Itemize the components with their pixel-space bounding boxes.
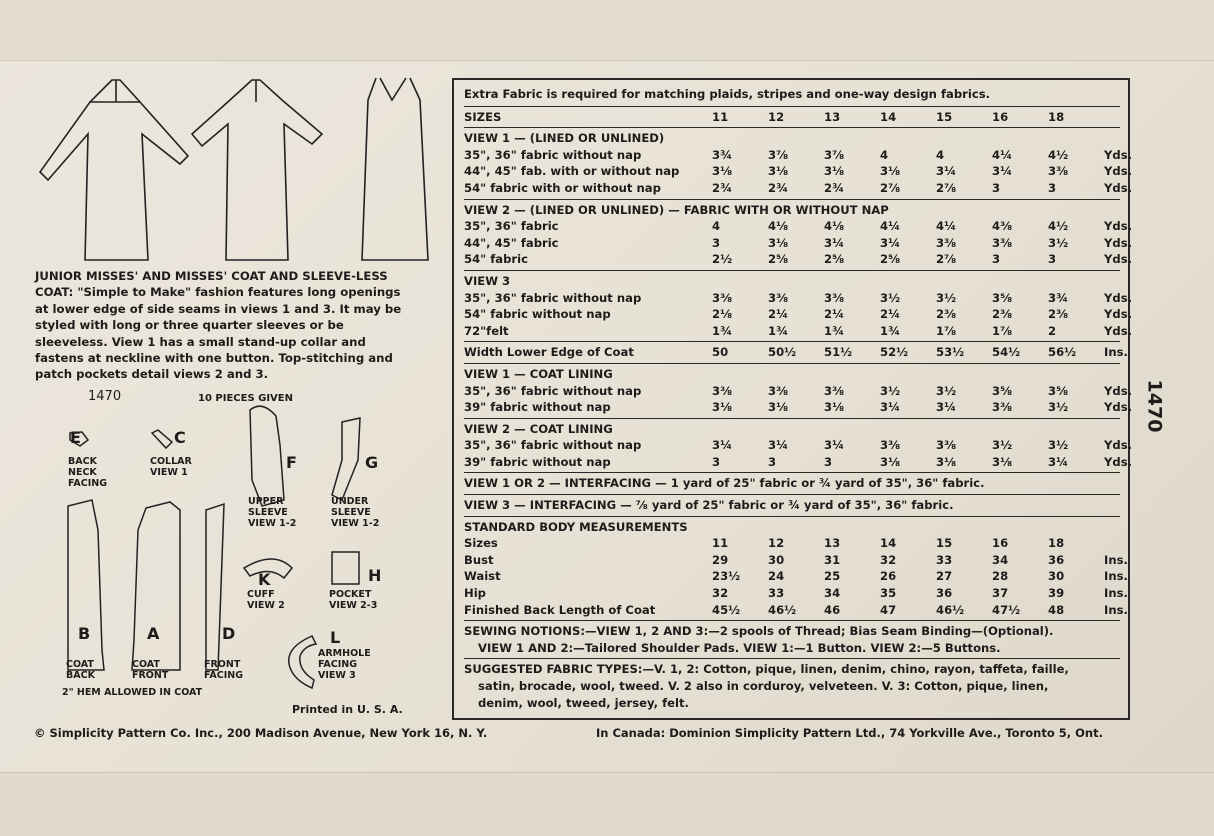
cell-value: 2⅝ bbox=[824, 252, 845, 267]
cell-value: 53½ bbox=[936, 345, 965, 360]
unit-label: Yds. bbox=[1104, 323, 1132, 338]
cell-value: 3 bbox=[1048, 180, 1057, 195]
piece-letter-a: A bbox=[147, 624, 160, 643]
piece-c-shape bbox=[152, 430, 172, 448]
piece-letter-l: L bbox=[330, 628, 341, 647]
table-section bbox=[464, 473, 1120, 495]
unit-label: Ins. bbox=[1104, 345, 1128, 360]
table-section bbox=[464, 517, 1128, 622]
coat-view-3-drawing bbox=[362, 78, 428, 260]
cell-value: 3½ bbox=[880, 290, 901, 305]
cell-value: 3⅛ bbox=[992, 454, 1013, 469]
table-section bbox=[464, 495, 1120, 517]
cell-value: 25 bbox=[824, 569, 841, 584]
table-row bbox=[464, 218, 1132, 235]
cell-value: 46½ bbox=[936, 602, 965, 617]
unit-label: Yds. bbox=[1104, 383, 1132, 398]
cell-value: 4½ bbox=[1048, 147, 1069, 162]
cell-value: 39 bbox=[1048, 586, 1065, 601]
cell-value: 12 bbox=[768, 536, 785, 551]
cell-value: 3⅜ bbox=[768, 290, 789, 305]
row-label: 35", 36" fabric without nap bbox=[464, 147, 642, 162]
pattern-number-side: 1470 bbox=[1143, 379, 1166, 433]
cell-value: 3⅜ bbox=[712, 290, 733, 305]
cell-value: 11 bbox=[712, 536, 729, 551]
cell-value: 1⅞ bbox=[936, 323, 957, 338]
piece-letter-c: C bbox=[174, 428, 186, 447]
table-row bbox=[464, 585, 1128, 602]
cell-value: 47 bbox=[880, 602, 897, 617]
table-row bbox=[464, 344, 1128, 361]
cell-value: 4⅛ bbox=[768, 219, 789, 234]
piece-label-a: COAT FRONT bbox=[132, 659, 169, 681]
cell-value: 15 bbox=[936, 536, 953, 551]
unit-label: Yds. bbox=[1104, 147, 1132, 162]
table-row bbox=[464, 109, 1120, 126]
unit-label: Yds. bbox=[1104, 438, 1132, 453]
cell-value: 30 bbox=[1048, 569, 1065, 584]
piece-letter-h: H bbox=[368, 566, 382, 585]
cell-value: 2⅛ bbox=[712, 307, 733, 322]
pieces-given: 10 PIECES GIVEN bbox=[198, 393, 293, 404]
cell-value: 2⅝ bbox=[768, 252, 789, 267]
cell-value: 23½ bbox=[712, 569, 741, 584]
cell-value: 3½ bbox=[1048, 400, 1069, 415]
cell-value: 3⅞ bbox=[824, 147, 845, 162]
section-heading: STANDARD BODY MEASUREMENTS bbox=[464, 519, 688, 534]
cell-value: 46½ bbox=[768, 602, 797, 617]
cell-value: 3¼ bbox=[824, 235, 845, 250]
cell-value: 2¼ bbox=[824, 307, 845, 322]
row-label: 35", 36" fabric without nap bbox=[464, 383, 642, 398]
cell-value: 3⅜ bbox=[880, 438, 901, 453]
cell-value: 2¼ bbox=[880, 307, 901, 322]
unit-label bbox=[1104, 109, 1120, 126]
table-section bbox=[464, 271, 1132, 342]
cell-value: 34 bbox=[992, 552, 1009, 567]
piece-label-f: UPPER SLEEVE VIEW 1-2 bbox=[248, 496, 297, 529]
cell-value: 3⅜ bbox=[824, 290, 845, 305]
table-section bbox=[464, 128, 1132, 199]
section-heading: VIEW 1 — (LINED OR UNLINED) bbox=[464, 131, 665, 146]
cell-value: 3⅛ bbox=[712, 400, 733, 415]
piece-letter-b: B bbox=[78, 624, 91, 643]
cell-value: 3¼ bbox=[992, 164, 1013, 179]
table-text-line: VIEW 1 AND 2:—Tailored Shoulder Pads. VIEW 1:—1 Button. VIEW 2:—5 Buttons. bbox=[478, 640, 1001, 655]
cell-value: 3⅜ bbox=[936, 438, 957, 453]
piece-l-shape bbox=[289, 636, 316, 688]
cell-value: 36 bbox=[1048, 552, 1065, 567]
cell-value: 27 bbox=[936, 569, 953, 584]
cell-value: 3⅞ bbox=[768, 147, 789, 162]
table-row bbox=[464, 251, 1132, 268]
cell-value: 3¾ bbox=[712, 147, 733, 162]
piece-label-g: UNDER SLEEVE VIEW 1-2 bbox=[331, 496, 380, 529]
cell-value: 4¼ bbox=[880, 219, 901, 234]
cell-value: 2 bbox=[1048, 323, 1057, 338]
pattern-number-small: 1470 bbox=[88, 389, 122, 404]
row-label: 72"felt bbox=[464, 323, 509, 338]
piece-letter-k: K bbox=[258, 570, 271, 589]
row-label: 39" fabric without nap bbox=[464, 400, 611, 415]
unit-label: Ins. bbox=[1104, 586, 1128, 601]
coat-view-2-drawing bbox=[192, 80, 322, 260]
table-text-line: satin, brocade, wool, tweed. V. 2 also in corduroy, velveteen. V. 3: Cotton, pique, linen, bbox=[478, 679, 1049, 693]
cell-value: 14 bbox=[880, 109, 897, 124]
unit-label: Yds. bbox=[1104, 454, 1132, 469]
cell-value: 52½ bbox=[880, 345, 909, 360]
cell-value: 46 bbox=[824, 602, 841, 617]
cell-value: 3¼ bbox=[936, 400, 957, 415]
cell-value: 28 bbox=[992, 569, 1009, 584]
pattern-description: JUNIOR MISSES' AND MISSES' COAT AND SLEEVE-LESS COAT: "Simple to Make" fashion features long openings at lower edge of side seams in views 1 and 3. It may be styled with long or three quarter sleeves or be sleeveless. View 1 has a small stand-up collar and fastens at neckline with one button. Top-stitching and patch pockets detail views 2 and 3. bbox=[35, 269, 402, 382]
piece-b-shape bbox=[68, 500, 104, 670]
cell-value: 3 bbox=[768, 454, 777, 469]
unit-label: Ins. bbox=[1104, 552, 1128, 567]
table-section bbox=[464, 364, 1132, 419]
cell-value: 3⅛ bbox=[824, 164, 845, 179]
cell-value: 30 bbox=[768, 552, 785, 567]
table-text-line: VIEW 3 — INTERFACING — ⅞ yard of 25" fabric or ¾ yard of 35", 36" fabric. bbox=[464, 498, 954, 513]
cell-value: 35 bbox=[880, 586, 897, 601]
row-label: 35", 36" fabric without nap bbox=[464, 438, 642, 453]
pattern-pieces-diagram bbox=[30, 400, 450, 700]
piece-f-shape bbox=[250, 406, 284, 506]
row-label: 35", 36" fabric bbox=[464, 219, 559, 234]
table-section bbox=[464, 200, 1132, 271]
envelope-top-flap bbox=[0, 0, 1214, 61]
table-row bbox=[464, 235, 1132, 252]
table-row bbox=[464, 180, 1132, 197]
cell-value: 3⅝ bbox=[992, 383, 1013, 398]
section-heading: VIEW 1 — COAT LINING bbox=[464, 366, 613, 381]
cell-value: 3⅜ bbox=[712, 383, 733, 398]
piece-label-e: BACK NECK FACING bbox=[68, 456, 108, 489]
cell-value: 3¾ bbox=[1048, 290, 1069, 305]
unit-label: Yds. bbox=[1104, 180, 1132, 195]
table-section bbox=[464, 621, 1120, 659]
envelope-bottom-flap bbox=[0, 772, 1214, 836]
table-text-line: SUGGESTED FABRIC TYPES:—V. 1, 2: Cotton, pique, linen, denim, chino, rayon, taffeta, faille, bbox=[464, 662, 1069, 677]
cell-value: 34 bbox=[824, 586, 841, 601]
table-section bbox=[464, 659, 1120, 713]
cell-value: 1¾ bbox=[880, 323, 901, 338]
table-row bbox=[464, 163, 1132, 180]
cell-value: 3⅛ bbox=[712, 164, 733, 179]
table-row bbox=[464, 306, 1132, 323]
unit-label: Yds. bbox=[1104, 235, 1132, 250]
footer-canada: In Canada: Dominion Simplicity Pattern Ltd., 74 Yorkville Ave., Toronto 5, Ont. bbox=[596, 726, 1103, 740]
cell-value: 3⅛ bbox=[768, 400, 789, 415]
cell-value: 56½ bbox=[1048, 345, 1077, 360]
cell-value: 2¾ bbox=[768, 180, 789, 195]
coat-view-illustrations bbox=[30, 72, 440, 267]
unit-label: Yds. bbox=[1104, 219, 1132, 234]
cell-value: 3¼ bbox=[880, 235, 901, 250]
piece-a-shape bbox=[132, 502, 180, 670]
cell-value: 36 bbox=[936, 586, 953, 601]
row-label: 54" fabric without nap bbox=[464, 307, 611, 322]
row-label: Sizes bbox=[464, 536, 498, 551]
cell-value: 3½ bbox=[1048, 438, 1069, 453]
cell-value: 3½ bbox=[880, 383, 901, 398]
hem-note: 2" HEM ALLOWED IN COAT bbox=[62, 687, 203, 698]
row-label: SIZES bbox=[464, 109, 502, 124]
row-label: Bust bbox=[464, 552, 494, 567]
unit-label: Yds. bbox=[1104, 400, 1132, 415]
cell-value: 50½ bbox=[768, 345, 797, 360]
table-text-line: SEWING NOTIONS:—VIEW 1, 2 AND 3:—2 spools of Thread; Bias Seam Binding—(Optional). bbox=[464, 624, 1054, 639]
cell-value: 2⅞ bbox=[936, 180, 957, 195]
row-label: Width Lower Edge of Coat bbox=[464, 345, 634, 360]
row-label: 54" fabric bbox=[464, 252, 528, 267]
cell-value: 18 bbox=[1048, 109, 1065, 124]
table-section bbox=[464, 419, 1132, 474]
table-section bbox=[464, 342, 1128, 364]
cell-value: 1¾ bbox=[824, 323, 845, 338]
cell-value: 4¼ bbox=[992, 147, 1013, 162]
cell-value: 2⅜ bbox=[1048, 307, 1069, 322]
cell-value: 2⅜ bbox=[936, 307, 957, 322]
cell-value: 16 bbox=[992, 109, 1009, 124]
piece-letter-d: D bbox=[222, 624, 236, 643]
cell-value: 51½ bbox=[824, 345, 853, 360]
cell-value: 3 bbox=[992, 252, 1001, 267]
table-row bbox=[464, 454, 1132, 471]
cell-value: 2⅞ bbox=[936, 252, 957, 267]
unit-label: Ins. bbox=[1104, 569, 1128, 584]
table-row bbox=[464, 552, 1128, 569]
cell-value: 37 bbox=[992, 586, 1009, 601]
cell-value: 3⅜ bbox=[936, 235, 957, 250]
cell-value: 2¼ bbox=[768, 307, 789, 322]
cell-value: 4 bbox=[712, 219, 721, 234]
piece-label-k: CUFF VIEW 2 bbox=[247, 589, 285, 611]
printed-in: Printed in U. S. A. bbox=[292, 703, 403, 716]
cell-value: 4 bbox=[936, 147, 945, 162]
cell-value: 3 bbox=[992, 180, 1001, 195]
yardage-table bbox=[452, 78, 1130, 720]
section-heading: VIEW 3 bbox=[464, 273, 511, 288]
cell-value: 54½ bbox=[992, 345, 1021, 360]
table-row bbox=[464, 383, 1132, 400]
table-row bbox=[464, 602, 1128, 619]
section-heading: VIEW 2 — (LINED OR UNLINED) — FABRIC WITH OR WITHOUT NAP bbox=[464, 202, 889, 217]
cell-value: 29 bbox=[712, 552, 729, 567]
cell-value: 3½ bbox=[936, 290, 957, 305]
cell-value: 3⅜ bbox=[768, 383, 789, 398]
unit-label: Yds. bbox=[1104, 290, 1132, 305]
cell-value: 2⅞ bbox=[880, 180, 901, 195]
cell-value: 31 bbox=[824, 552, 841, 567]
row-label: 39" fabric without nap bbox=[464, 454, 611, 469]
table-row bbox=[464, 323, 1132, 340]
table-row bbox=[464, 568, 1128, 585]
row-label: 35", 36" fabric without nap bbox=[464, 290, 642, 305]
cell-value: 3¼ bbox=[712, 438, 733, 453]
piece-letter-g: G bbox=[365, 453, 379, 472]
cell-value: 3¼ bbox=[824, 438, 845, 453]
cell-value: 2⅝ bbox=[880, 252, 901, 267]
cell-value: 2¾ bbox=[824, 180, 845, 195]
cell-value: 3⅜ bbox=[824, 383, 845, 398]
piece-letter-e: E bbox=[70, 428, 81, 447]
row-label: 44", 45" fabric bbox=[464, 235, 559, 250]
cell-value: 50 bbox=[712, 345, 729, 360]
cell-value: 3⅜ bbox=[992, 400, 1013, 415]
cell-value: 4⅛ bbox=[824, 219, 845, 234]
cell-value: 3¼ bbox=[936, 164, 957, 179]
piece-label-d: FRONT FACING bbox=[204, 659, 244, 681]
cell-value: 3 bbox=[712, 235, 721, 250]
section-heading: VIEW 2 — COAT LINING bbox=[464, 421, 613, 436]
cell-value: 45½ bbox=[712, 602, 741, 617]
cell-value: 47½ bbox=[992, 602, 1021, 617]
cell-value: 3⅛ bbox=[880, 454, 901, 469]
coat-view-1-drawing bbox=[40, 80, 188, 260]
unit-label: Yds. bbox=[1104, 307, 1132, 322]
cell-value: 18 bbox=[1048, 536, 1065, 551]
cell-value: 3 bbox=[824, 454, 833, 469]
cell-value: 33 bbox=[936, 552, 953, 567]
cell-value: 3⅝ bbox=[1048, 383, 1069, 398]
cell-value: 1¾ bbox=[768, 323, 789, 338]
cell-value: 4⅜ bbox=[992, 219, 1013, 234]
cell-value: 3⅛ bbox=[824, 400, 845, 415]
cell-value: 14 bbox=[880, 536, 897, 551]
cell-value: 3⅛ bbox=[880, 164, 901, 179]
cell-value: 3⅝ bbox=[992, 290, 1013, 305]
cell-value: 11 bbox=[712, 109, 729, 124]
row-label: 54" fabric with or without nap bbox=[464, 180, 661, 195]
table-text-line: denim, wool, tweed, jersey, felt. bbox=[478, 695, 689, 710]
table-section bbox=[464, 107, 1120, 129]
row-label: Waist bbox=[464, 569, 501, 584]
cell-value: 3½ bbox=[1048, 235, 1069, 250]
piece-label-c: COLLAR VIEW 1 bbox=[150, 456, 192, 478]
table-row bbox=[464, 290, 1132, 307]
cell-value: 1⅞ bbox=[992, 323, 1013, 338]
cell-value: 3¼ bbox=[1048, 454, 1069, 469]
cell-value: 3⅜ bbox=[992, 235, 1013, 250]
cell-value: 3 bbox=[1048, 252, 1057, 267]
cell-value: 13 bbox=[824, 109, 841, 124]
cell-value: 13 bbox=[824, 536, 841, 551]
cell-value: 2¾ bbox=[712, 180, 733, 195]
cell-value: 3⅛ bbox=[768, 164, 789, 179]
cell-value: 15 bbox=[936, 109, 953, 124]
cell-value: 12 bbox=[768, 109, 785, 124]
footer-publisher: © Simplicity Pattern Co. Inc., 200 Madison Avenue, New York 16, N. Y. bbox=[34, 726, 488, 740]
unit-label: Yds. bbox=[1104, 252, 1132, 267]
cell-value: 2⅜ bbox=[992, 307, 1013, 322]
piece-letter-f: F bbox=[286, 453, 297, 472]
unit-label bbox=[1104, 535, 1120, 552]
cell-value: 48 bbox=[1048, 602, 1065, 617]
cell-value: 3½ bbox=[936, 383, 957, 398]
piece-label-h: POCKET VIEW 2-3 bbox=[329, 589, 378, 611]
table-row bbox=[464, 147, 1132, 164]
unit-label: Yds. bbox=[1104, 164, 1132, 179]
table-row bbox=[464, 535, 1120, 552]
cell-value: 3⅛ bbox=[936, 454, 957, 469]
cell-value: 32 bbox=[880, 552, 897, 567]
cell-value: 32 bbox=[712, 586, 729, 601]
row-label: 44", 45" fab. with or without nap bbox=[464, 164, 680, 179]
table-row bbox=[464, 437, 1132, 454]
cell-value: 3¼ bbox=[880, 400, 901, 415]
cell-value: 24 bbox=[768, 569, 785, 584]
piece-label-l: ARMHOLE FACING VIEW 3 bbox=[318, 648, 371, 681]
cell-value: 4¼ bbox=[936, 219, 957, 234]
cell-value: 16 bbox=[992, 536, 1009, 551]
piece-h-shape bbox=[332, 552, 359, 584]
cell-value: 4 bbox=[880, 147, 889, 162]
row-label: Finished Back Length of Coat bbox=[464, 602, 656, 617]
cell-value: 1¾ bbox=[712, 323, 733, 338]
cell-value: 26 bbox=[880, 569, 897, 584]
cell-value: 3⅜ bbox=[1048, 164, 1069, 179]
cell-value: 3⅛ bbox=[768, 235, 789, 250]
cell-value: 3½ bbox=[992, 438, 1013, 453]
cell-value: 4½ bbox=[1048, 219, 1069, 234]
piece-d-shape bbox=[206, 504, 224, 670]
table-note: Extra Fabric is required for matching plaids, stripes and one-way design fabrics. bbox=[464, 80, 1120, 107]
cell-value: 3¼ bbox=[768, 438, 789, 453]
table-row bbox=[464, 399, 1132, 416]
cell-value: 3 bbox=[712, 454, 721, 469]
piece-g-shape bbox=[332, 418, 360, 500]
cell-value: 33 bbox=[768, 586, 785, 601]
piece-label-b: COAT BACK bbox=[66, 659, 95, 681]
cell-value: 2½ bbox=[712, 252, 733, 267]
unit-label: Ins. bbox=[1104, 602, 1128, 617]
table-text-line: VIEW 1 OR 2 — INTERFACING — 1 yard of 25" fabric or ¾ yard of 35", 36" fabric. bbox=[464, 476, 985, 491]
row-label: Hip bbox=[464, 586, 486, 601]
